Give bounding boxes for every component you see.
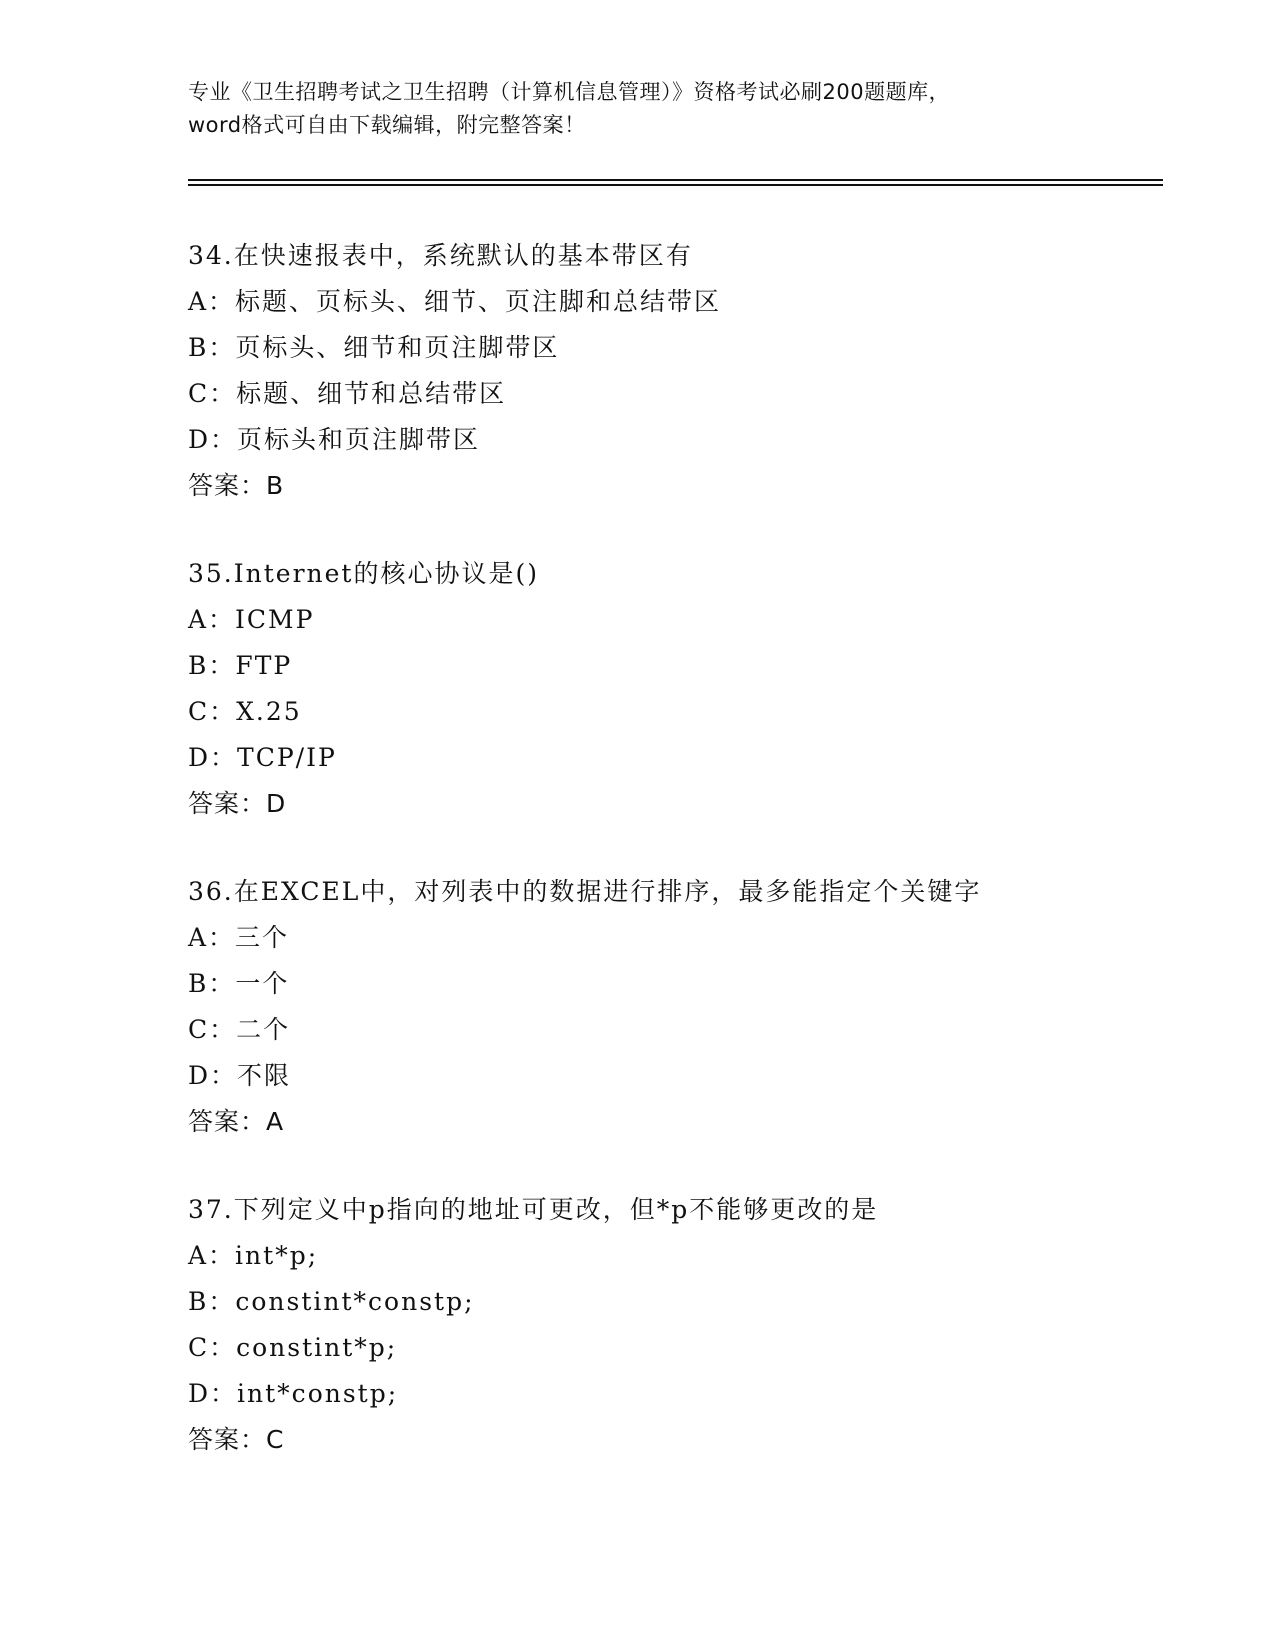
option-d: D：TCP/IP	[188, 743, 337, 772]
option-c: C：二个	[188, 1015, 291, 1044]
document-header	[188, 76, 1088, 142]
header-line-1: 专业《卫生招聘考试之卫生招聘（计算机信息管理）》资格考试必刷200题题库，	[188, 80, 951, 104]
option-a: A：int*p;	[188, 1241, 319, 1270]
question-stem: 37.下列定义中p指向的地址可更改，但*p不能够更改的是	[188, 1195, 879, 1224]
option-a: A：标题、页标头、细节、页注脚和总结带区	[188, 287, 722, 316]
option-c: C：标题、细节和总结带区	[188, 379, 507, 408]
answer: 答案：B	[188, 471, 285, 500]
option-d: D：不限	[188, 1061, 292, 1090]
option-c: C：constint*p;	[188, 1333, 398, 1362]
option-d: D：int*constp;	[188, 1379, 399, 1408]
question-37	[188, 1187, 1168, 1463]
option-d: D：页标头和页注脚带区	[188, 425, 481, 454]
header-divider-bottom	[188, 184, 1163, 186]
answer: 答案：C	[188, 1425, 285, 1454]
option-c: C：X.25	[188, 697, 302, 726]
option-a: A：三个	[188, 923, 290, 952]
answer: 答案：A	[188, 1107, 285, 1136]
option-b: B：constint*constp;	[188, 1287, 475, 1316]
question-stem: 35.Internet的核心协议是()	[188, 559, 539, 588]
option-b: B：页标头、细节和页注脚带区	[188, 333, 560, 362]
option-b: B：FTP	[188, 651, 293, 680]
question-stem: 36.在EXCEL中，对列表中的数据进行排序，最多能指定个关键字	[188, 877, 982, 906]
question-36	[188, 869, 1168, 1145]
option-a: A：ICMP	[188, 605, 315, 634]
header-line-2: word格式可自由下载编辑，附完整答案！	[188, 113, 586, 137]
question-34	[188, 233, 1168, 509]
answer: 答案：D	[188, 789, 287, 818]
question-stem: 34.在快速报表中，系统默认的基本带区有	[188, 241, 693, 270]
question-35	[188, 551, 1168, 827]
option-b: B：一个	[188, 969, 290, 998]
header-divider-top	[188, 179, 1163, 181]
